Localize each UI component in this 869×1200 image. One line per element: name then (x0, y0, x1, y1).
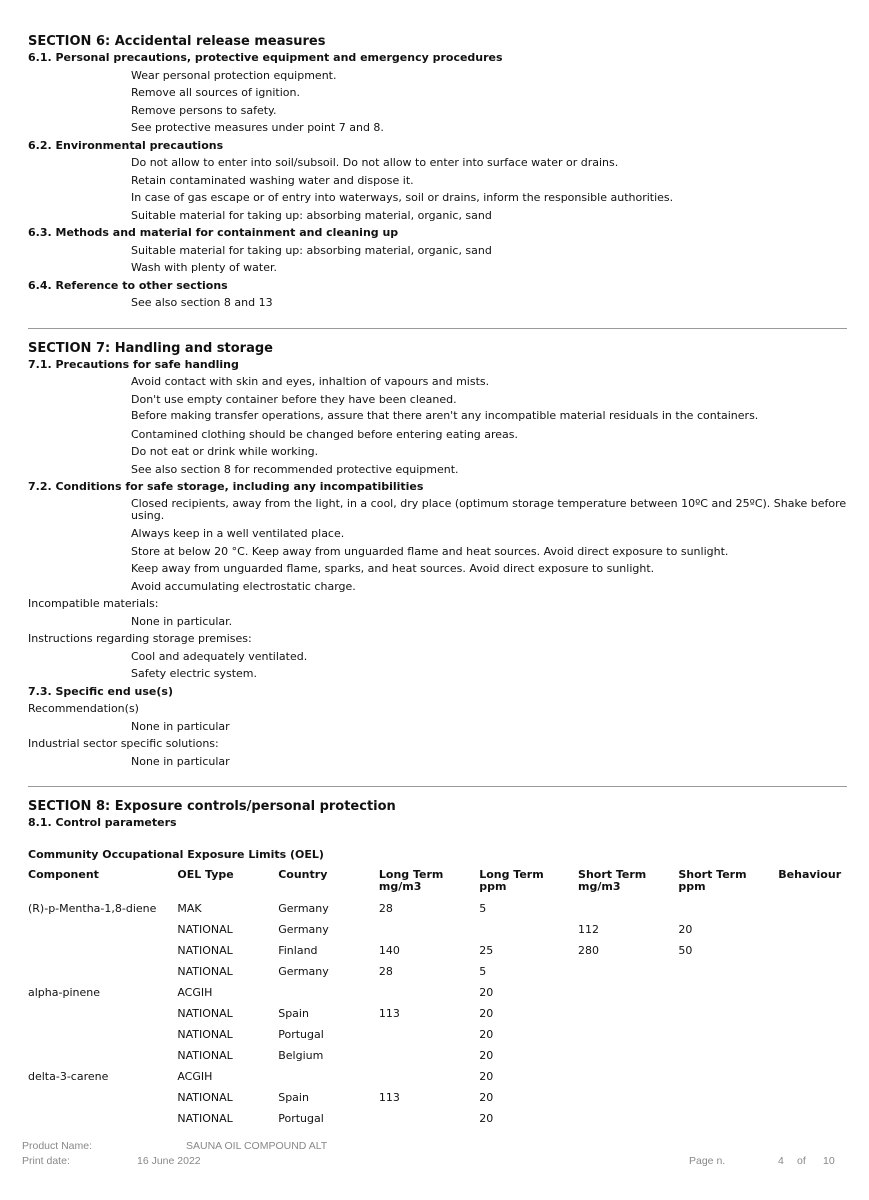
section-7-title: SECTION 7: Handling and storage (28, 340, 273, 356)
industrial-solutions-label: Industrial sector specific solutions: (28, 737, 219, 750)
text-line: Closed recipients, away from the light, in a cool, dry place (optimum storage temperature between 10ºC and 25ºC). Shake before using. (131, 496, 847, 522)
cell-short-term-ppm (678, 1067, 778, 1088)
cell-long-term-mgm3: 113 (378, 1091, 400, 1104)
recommendations-value: None in particular (131, 719, 230, 733)
cell-long-term-mgm3 (379, 1046, 479, 1067)
cell-short-term-mgm3 (578, 962, 678, 983)
cell-long-term-mgm3 (379, 920, 479, 941)
cell-short-term-ppm (678, 1109, 778, 1130)
oel-table-body (28, 899, 848, 1130)
cell-country: Germany (278, 965, 329, 978)
cell-component: delta-3-carene (28, 1070, 109, 1083)
text-line: See also section 8 for recommended protective equipment. (131, 462, 459, 476)
cell-short-term-mgm3 (578, 1004, 678, 1025)
cell-component: (R)-p-Mentha-1,8-diene (28, 902, 157, 915)
cell-behaviour (778, 1109, 848, 1130)
cell-oel-type: NATIONAL (177, 944, 233, 957)
cell-short-term-ppm (678, 983, 778, 1004)
cell-short-term-ppm (678, 1046, 778, 1067)
cell-long-term-mgm3: 28 (378, 902, 393, 915)
text-line: Suitable material for taking up: absorbing material, organic, sand (131, 243, 492, 257)
cell-component (28, 962, 177, 983)
cell-component (28, 1025, 177, 1046)
subsection-6-3-lines (28, 242, 848, 277)
cell-country: Germany (278, 902, 329, 915)
cell-long-term-ppm: 20 (479, 986, 494, 999)
table-row (28, 1004, 848, 1025)
table-row (28, 899, 848, 920)
incompatible-materials-label: Incompatible materials: (28, 597, 159, 610)
text-line: Wear personal protection equipment. (131, 68, 337, 82)
cell-oel-type: ACGIH (177, 1070, 213, 1083)
cell-component: alpha-pinene (28, 986, 100, 999)
subsection-6-4-lines (28, 294, 848, 312)
section-divider (28, 328, 847, 329)
subsection-8-1-title: 8.1. Control parameters (28, 816, 177, 829)
cell-oel-type: NATIONAL (177, 1091, 233, 1104)
text-line: Keep away from unguarded flame, sparks, and heat sources. Avoid direct exposure to sunlight. (131, 562, 655, 575)
section-6-title: SECTION 6: Accidental release measures (28, 34, 326, 49)
cell-long-term-mgm3 (379, 1067, 479, 1088)
product-name-value: SAUNA OIL COMPOUND ALT (186, 1140, 328, 1152)
section-8 (28, 799, 848, 1130)
cell-oel-type: NATIONAL (177, 1007, 233, 1020)
cell-oel-type: NATIONAL (177, 1049, 233, 1062)
cell-long-term-mgm3 (379, 1109, 479, 1130)
product-name-label: Product Name: (22, 1140, 93, 1152)
cell-short-term-ppm (678, 1025, 778, 1046)
page-footer (22, 1140, 842, 1170)
section-8-title: SECTION 8: Exposure controls/personal protection (28, 799, 396, 814)
cell-short-term-ppm (678, 899, 778, 920)
cell-country (278, 1067, 379, 1088)
cell-country: Spain (278, 1007, 309, 1020)
table-row (28, 1109, 848, 1130)
subsection-6-1-title: 6.1. Personal precautions, protective equipment and emergency procedures (28, 51, 503, 64)
cell-short-term-mgm3 (578, 1109, 678, 1130)
cell-long-term-mgm3: 113 (378, 1007, 400, 1020)
cell-behaviour (778, 1046, 848, 1067)
cell-long-term-ppm: 25 (479, 944, 494, 957)
page-number-current: 4 (778, 1155, 784, 1167)
recommendations-label: Recommendation(s) (28, 702, 139, 715)
page-number-total: 10 (823, 1155, 835, 1167)
cell-long-term-ppm: 20 (479, 1007, 494, 1020)
col-header-short-term-mgm3: Short Term mg/m3 (578, 867, 647, 893)
table-row (28, 1088, 848, 1109)
cell-long-term-ppm: 5 (479, 902, 487, 915)
subsection-7-3-title: 7.3. Specific end use(s) (28, 684, 173, 698)
cell-behaviour (778, 1088, 848, 1109)
cell-oel-type: NATIONAL (177, 1028, 233, 1041)
text-line: Always keep in a well ventilated place. (131, 527, 345, 540)
subsection-6-1-lines (28, 67, 848, 137)
cell-country: Germany (278, 923, 329, 936)
table-row (28, 962, 848, 983)
cell-short-term-ppm: 20 (678, 923, 693, 936)
cell-behaviour (778, 1067, 848, 1088)
cell-short-term-ppm (678, 962, 778, 983)
page-number-of: of (797, 1155, 806, 1167)
text-line: Do not eat or drink while working. (131, 445, 319, 458)
cell-behaviour (778, 899, 848, 920)
section-6 (28, 34, 848, 312)
cell-long-term-ppm: 20 (479, 1070, 494, 1083)
subsection-7-1-title: 7.1. Precautions for safe handling (28, 357, 239, 371)
col-header-oel-type: OEL Type (177, 867, 234, 881)
cell-short-term-ppm (678, 1004, 778, 1025)
text-line: Safety electric system. (131, 667, 258, 680)
table-row (28, 1067, 848, 1088)
oel-table (28, 866, 848, 1130)
text-line: Wash with plenty of water. (131, 261, 277, 274)
cell-oel-type: ACGIH (177, 986, 213, 999)
cell-long-term-ppm: 20 (479, 1091, 494, 1104)
cell-short-term-mgm3: 112 (578, 923, 600, 936)
cell-country: Spain (278, 1091, 309, 1104)
text-line: Contamined clothing should be changed before entering eating areas. (131, 427, 519, 441)
cell-oel-type: NATIONAL (177, 965, 233, 978)
text-line: Remove all sources of ignition. (131, 86, 300, 99)
section-divider (28, 786, 847, 787)
page-number-label: Page n. (689, 1155, 726, 1167)
cell-behaviour (778, 920, 848, 941)
cell-long-term-ppm (479, 920, 578, 941)
cell-short-term-mgm3 (578, 1088, 678, 1109)
cell-country: Portugal (278, 1028, 324, 1041)
text-line: Store at below 20 °C. Keep away from unguarded flame and heat sources. Avoid direct exposure to sunlight. (131, 544, 729, 558)
text-line: Don't use empty container before they have been cleaned. (131, 392, 457, 406)
text-line: Remove persons to safety. (131, 103, 277, 117)
table-row (28, 1046, 848, 1067)
cell-component (28, 1088, 177, 1109)
text-line: Do not allow to enter into soil/subsoil. Do not allow to enter into surface water or drains. (131, 156, 619, 169)
cell-country (278, 983, 379, 1004)
cell-behaviour (778, 1004, 848, 1025)
print-date-label: Print date: (22, 1155, 70, 1167)
text-line: Retain contaminated washing water and dispose it. (131, 173, 414, 187)
text-line: Suitable material for taking up: absorbing material, organic, sand (131, 208, 492, 222)
col-header-country: Country (278, 867, 328, 881)
cell-component (28, 920, 177, 941)
cell-behaviour (778, 941, 848, 962)
cell-long-term-mgm3 (379, 1025, 479, 1046)
subsection-6-2-title: 6.2. Environmental precautions (28, 138, 224, 152)
cell-short-term-mgm3 (578, 899, 678, 920)
cell-short-term-mgm3 (578, 1046, 678, 1067)
col-header-component: Component (28, 867, 99, 881)
incompatible-materials-value: None in particular. (131, 614, 233, 628)
cell-short-term-ppm (678, 1088, 778, 1109)
col-header-short-term-ppm: Short Term ppm (678, 867, 747, 893)
col-header-long-term-ppm: Long Term ppm (479, 867, 544, 893)
section-7 (28, 341, 848, 771)
print-date-value: 16 June 2022 (137, 1155, 201, 1167)
oel-table-title: Community Occupational Exposure Limits (OEL) (28, 847, 324, 861)
cell-country: Portugal (278, 1112, 324, 1125)
document-page (28, 34, 848, 1130)
cell-country: Finland (278, 944, 318, 957)
cell-long-term-mgm3 (379, 983, 479, 1004)
text-line: In case of gas escape or of entry into waterways, soil or drains, inform the responsible authorities. (131, 191, 674, 204)
cell-component (28, 941, 177, 962)
subsection-7-1-lines (28, 373, 848, 478)
cell-behaviour (778, 962, 848, 983)
storage-premises-values (28, 648, 848, 683)
cell-long-term-mgm3: 140 (378, 944, 400, 957)
table-row (28, 1025, 848, 1046)
table-row (28, 920, 848, 941)
cell-short-term-mgm3 (578, 1025, 678, 1046)
cell-behaviour (778, 983, 848, 1004)
cell-short-term-mgm3 (578, 1067, 678, 1088)
cell-long-term-ppm: 5 (479, 965, 487, 978)
cell-long-term-ppm: 20 (479, 1049, 494, 1062)
subsection-6-2-lines (28, 154, 848, 224)
cell-long-term-mgm3: 28 (378, 965, 393, 978)
cell-oel-type: NATIONAL (177, 923, 233, 936)
cell-short-term-mgm3 (578, 983, 678, 1004)
cell-component (28, 1046, 177, 1067)
table-row (28, 983, 848, 1004)
col-header-behaviour: Behaviour (778, 867, 842, 881)
subsection-6-4-title: 6.4. Reference to other sections (28, 278, 228, 292)
storage-premises-label: Instructions regarding storage premises: (28, 632, 252, 645)
cell-component (28, 1004, 177, 1025)
cell-behaviour (778, 1025, 848, 1046)
text-line: Cool and adequately ventilated. (131, 649, 308, 663)
cell-oel-type: MAK (177, 902, 202, 915)
cell-component (28, 1109, 177, 1130)
text-line: See also section 8 and 13 (131, 296, 273, 309)
text-line: Avoid accumulating electrostatic charge. (131, 579, 356, 593)
cell-short-term-mgm3: 280 (578, 944, 600, 957)
oel-table-header-row (28, 866, 848, 899)
cell-oel-type: NATIONAL (177, 1112, 233, 1125)
table-row (28, 941, 848, 962)
subsection-6-3-title: 6.3. Methods and material for containment and cleaning up (28, 226, 399, 239)
text-line: Avoid contact with skin and eyes, inhaltion of vapours and mists. (131, 375, 490, 388)
cell-short-term-ppm: 50 (678, 944, 693, 957)
text-line: Before making transfer operations, assure that there aren't any incompatible material residuals in the containers. (131, 409, 759, 422)
cell-long-term-ppm: 20 (479, 1112, 494, 1125)
cell-country: Belgium (278, 1049, 324, 1062)
text-line: See protective measures under point 7 and 8. (131, 121, 384, 134)
subsection-7-2-title: 7.2. Conditions for safe storage, including any incompatibilities (28, 480, 424, 493)
cell-long-term-ppm: 20 (479, 1028, 494, 1041)
col-header-long-term-mgm3: Long Term mg/m3 (378, 867, 444, 893)
industrial-solutions-value: None in particular (131, 754, 230, 768)
subsection-7-2-lines (28, 496, 848, 596)
